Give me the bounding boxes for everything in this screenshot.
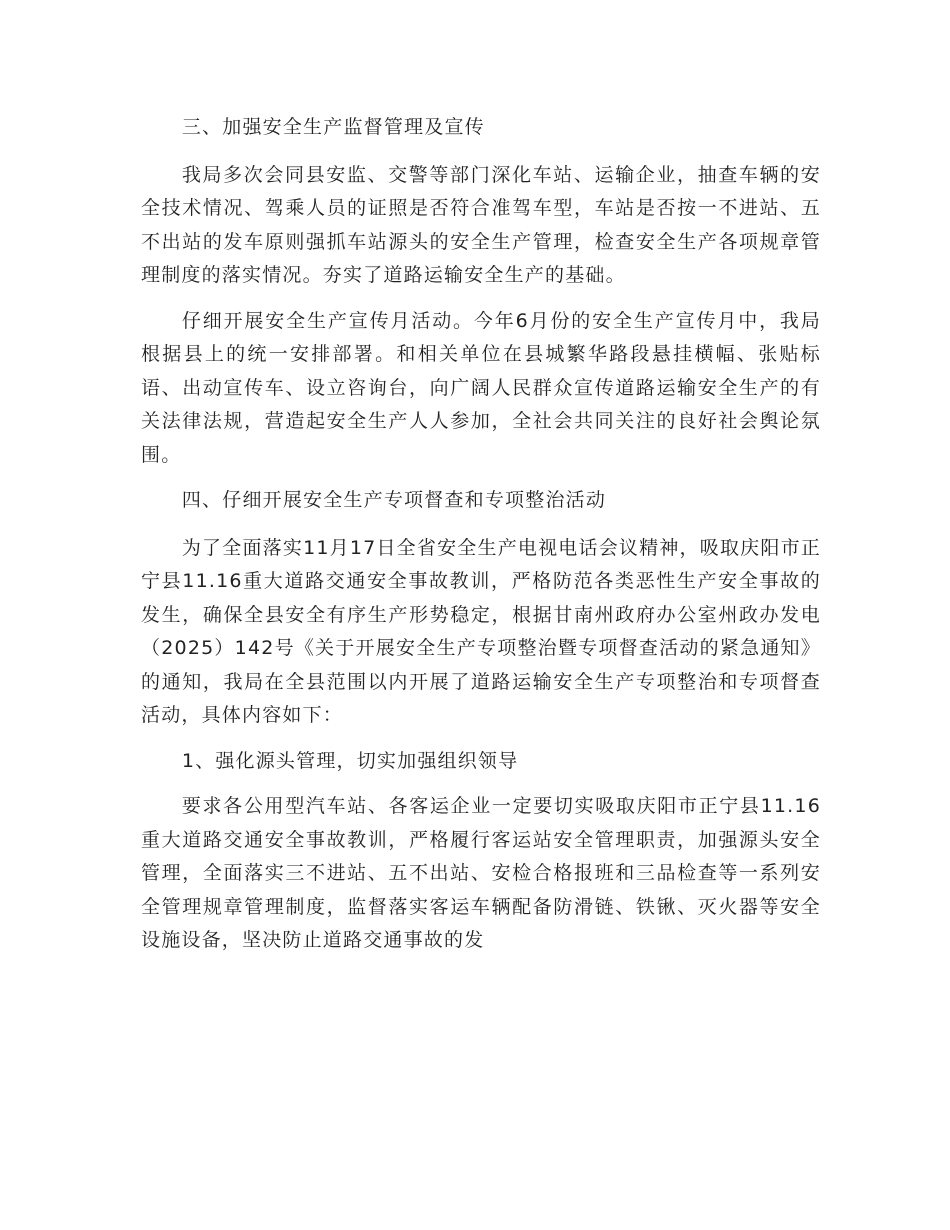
paragraph-publicity-month: 仔细开展安全生产宣传月活动。今年6月份的安全生产宣传月中，我局根据县上的统一安排部署。和相关单位在县城繁华路段悬挂横幅、张贴标语、出动宣传车、设立咨询台，向广阔人民群众宣传道路运输安全生产的有关法律法规，营造起安全生产人人参加，全社会共同关注的良好社会舆论氛围。 [141,309,821,466]
paragraph-supervision: 我局多次会同县安监、交警等部门深化车站、运输企业，抽查车辆的安全技术情况、驾乘人员的证照是否符合准驾车型，车站是否按一不进站、五不出站的发车原则强抓车站源头的安全生产管理，检查安全生产各项规章管理制度的落实情况。夯实了道路运输安全生产的基础。 [141,163,821,286]
paragraph-special-inspection: 为了全面落实11月17日全省安全生产电视电话会议精神，吸取庆阳市正宁县11.16重大道路交通安全事故教训，严格防范各类恶性生产安全事故的发生，确保全县安全有序生产形势稳定，根据甘南州政府办公室州政办发电（2025）142号《关于开展安全生产专项整治暨专项督查活动的紧急通知》的通知，我局在全县范围以内开展了道路运输安全生产专项整治和专项督查活动，具体内容如下： [141,536,821,726]
section-heading-4: 四、仔细开展安全生产专项督查和专项整治活动 [181,489,607,511]
subheading-1: 1、强化源头管理，切实加强组织领导 [181,749,519,772]
section-heading-3: 三、加强安全生产监督管理及宣传 [181,116,485,138]
paragraph-source-management: 要求各公用型汽车站、各客运企业一定要切实吸取庆阳市正宁县11.16 重大道路交通安全事故教训，严格履行客运站安全管理职责，加强源头安全管理，全面落实三不进站、五不出站、安检合格报班和三品检查等一系列安全管理规章管理制度，监督落实客运车辆配备防滑链、铁锹、灭火器等安全设施设备，坚决防止道路交通事故的发 [141,795,821,951]
document-body [141,111,821,970]
